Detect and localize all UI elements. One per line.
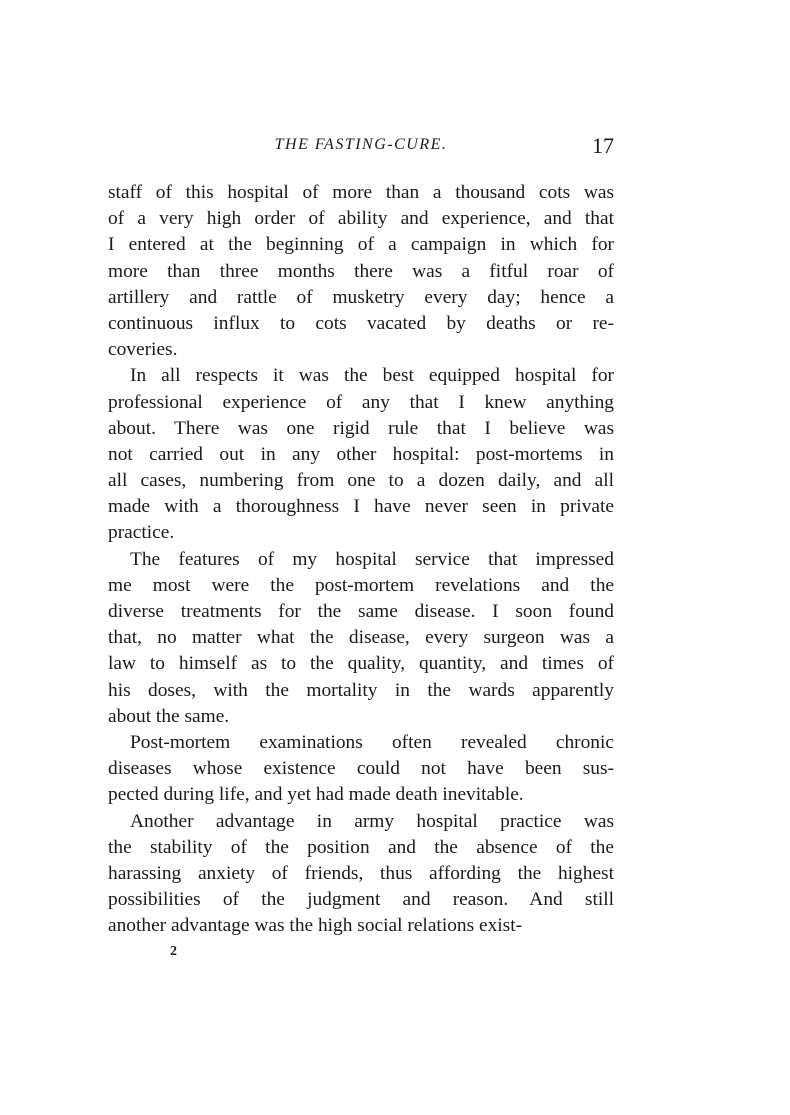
text-line: me most were the post-mortem revelations and the [108,574,614,596]
text-line: professional experience of any that I knew anything [108,391,614,413]
paragraph [108,180,614,363]
text-line: about the same. [108,705,230,727]
paragraph [108,730,614,809]
text-line: harassing anxiety of friends, thus affording the highest [108,862,614,884]
paragraph [108,363,614,546]
text-line: the stability of the position and the absence of the [108,836,614,858]
text-line: possibilities of the judgment and reason. And still [108,889,614,911]
text-line: Post-mortem examinations often revealed chronic [130,731,614,753]
text-line: The features of my hospital service that impressed [130,548,614,570]
text-line: staff of this hospital of more than a thousand cots was [108,182,614,203]
text-line: diseases whose existence could not have been sus- [108,758,614,780]
text-line: more than three months there was a fitful roar of [108,260,614,282]
body-text [108,180,614,939]
page-number: 17 [592,133,614,158]
text-line: law to himself as to the quality, quantity, and times of [108,653,614,675]
text-line: practice. [108,522,175,544]
text-line: about. There was one rigid rule that I believe was [108,417,614,439]
text-line: made with a thoroughness I have never seen in private [108,496,614,518]
text-line: Another advantage in army hospital practice was [130,810,614,832]
signature-mark: 2 [170,944,177,959]
text-line: diverse treatments for the same disease. I soon found [108,601,614,622]
text-line: not carried out in any other hospital: post-mortems in [108,443,614,465]
text-line: his doses, with the mortality in the wards apparently [108,679,614,701]
paragraph [108,809,614,940]
text-line: In all respects it was the best equipped hospital for [130,365,614,387]
paragraph [108,547,614,730]
text-line: I entered at the beginning of a campaign in which for [108,234,614,256]
text-line: another advantage was the high social relations exist- [108,915,523,937]
text-line: artillery and rattle of musketry every day; hence a [108,286,614,308]
text-line: that, no matter what the disease, every surgeon was a [108,627,614,649]
text-line: continuous influx to cots vacated by deaths or re- [108,312,614,334]
running-title: THE FASTING-CURE. [274,136,448,153]
text-line: pected during life, and yet had made death inevitable. [108,784,524,806]
text-line: all cases, numbering from one to a dozen daily, and all [108,470,614,492]
text-line: of a very high order of ability and experience, and that [108,208,614,230]
text-line: coveries. [108,339,178,361]
running-head [108,133,614,162]
